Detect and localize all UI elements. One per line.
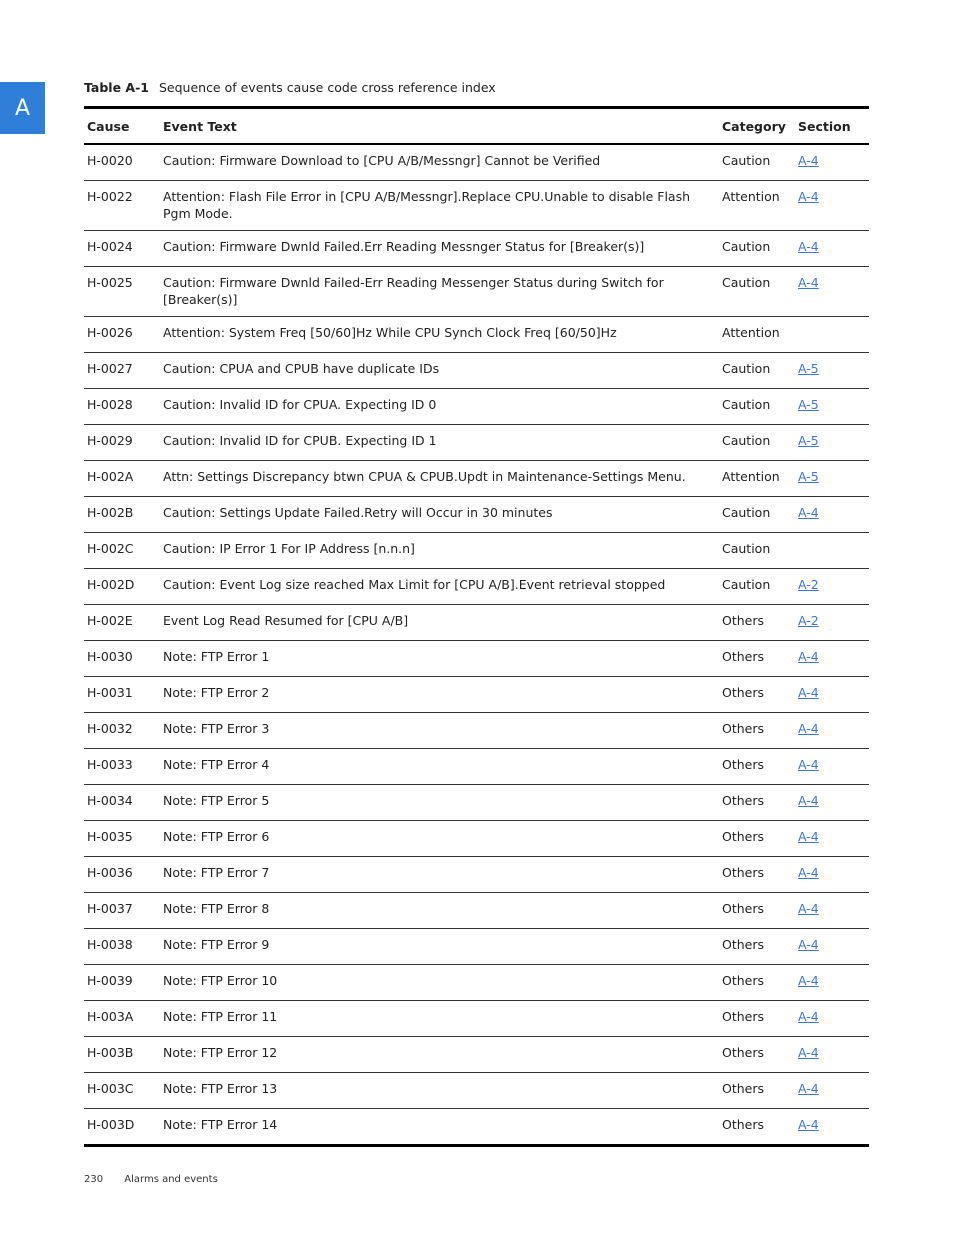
- cell-event-text: Note: FTP Error 2: [163, 685, 270, 700]
- cell-section: [795, 1037, 869, 1073]
- cell-event-text: Note: FTP Error 7: [163, 865, 270, 880]
- cell-cause: H-0034: [87, 793, 133, 808]
- cell-category: Others: [722, 973, 765, 988]
- cell-section: [795, 533, 869, 569]
- cell-event-text: Caution: IP Error 1 For IP Address [n.n.n]: [163, 541, 415, 556]
- cell-section: [795, 641, 869, 677]
- table-row: [84, 425, 869, 461]
- table-row: [84, 497, 869, 533]
- cell-event-text: Caution: Settings Update Failed.Retry will Occur in 30 minutes: [163, 505, 553, 520]
- table-row: [84, 749, 869, 785]
- cell-cause: H-0020: [87, 153, 133, 168]
- cell-event-text: Caution: Firmware Dwnld Failed.Err Reading Messnger Status for [Breaker(s)]: [163, 239, 645, 254]
- cell-category: Others: [722, 901, 765, 916]
- section-link[interactable]: A-4: [798, 829, 819, 844]
- cell-section: [795, 317, 869, 353]
- cell-category: Caution: [722, 577, 771, 592]
- table-row: [84, 181, 869, 231]
- table-row: [84, 605, 869, 641]
- cell-cause: H-003A: [87, 1009, 134, 1024]
- table-row: [84, 461, 869, 497]
- header-section: Section: [798, 118, 851, 134]
- table-header-row: [84, 108, 869, 145]
- table-row: [84, 929, 869, 965]
- footer-section-title: Alarms and events: [124, 1174, 218, 1185]
- cell-cause: H-0022: [87, 189, 133, 204]
- cell-cause: H-0036: [87, 865, 133, 880]
- cell-event-text: Attention: Flash File Error in [CPU A/B/Messngr].Replace CPU.Unable to disable Flash Pgm Mode.: [163, 189, 691, 221]
- cell-section: [795, 231, 869, 267]
- table-row: [84, 569, 869, 605]
- table-row: [84, 1037, 869, 1073]
- chapter-tab-letter: A: [14, 95, 31, 121]
- cause-code-table: [84, 106, 869, 1147]
- cell-event-text: Note: FTP Error 4: [163, 757, 270, 772]
- section-link[interactable]: A-4: [798, 239, 819, 254]
- cell-cause: H-002E: [87, 613, 133, 628]
- cell-category: Others: [722, 1081, 765, 1096]
- cell-category: Others: [722, 649, 765, 664]
- section-link[interactable]: A-4: [798, 937, 819, 952]
- cell-event-text: Attn: Settings Discrepancy btwn CPUA & CPUB.Updt in Maintenance-Settings Menu.: [163, 469, 686, 484]
- cell-event-text: Note: FTP Error 1: [163, 649, 270, 664]
- cell-section: [795, 425, 869, 461]
- page-footer: [84, 1174, 218, 1185]
- table-row: [84, 857, 869, 893]
- cell-cause: H-002D: [87, 577, 135, 592]
- section-link[interactable]: A-4: [798, 973, 819, 988]
- cell-event-text: Note: FTP Error 3: [163, 721, 270, 736]
- section-link[interactable]: A-4: [798, 1117, 819, 1132]
- cell-cause: H-0030: [87, 649, 133, 664]
- cell-category: Attention: [722, 189, 780, 204]
- table-row: [84, 965, 869, 1001]
- cell-section: [795, 144, 869, 181]
- cell-section: [795, 389, 869, 425]
- cell-event-text: Note: FTP Error 5: [163, 793, 270, 808]
- cell-cause: H-0032: [87, 721, 133, 736]
- cell-cause: H-002C: [87, 541, 134, 556]
- cell-section: [795, 1109, 869, 1146]
- cell-event-text: Note: FTP Error 13: [163, 1081, 278, 1096]
- cell-category: Others: [722, 937, 765, 952]
- cell-cause: H-0035: [87, 829, 133, 844]
- cell-category: Others: [722, 721, 765, 736]
- cell-event-text: Caution: Invalid ID for CPUB. Expecting ID 1: [163, 433, 437, 448]
- cell-cause: H-002B: [87, 505, 134, 520]
- cell-category: Caution: [722, 541, 771, 556]
- section-link[interactable]: A-4: [798, 505, 819, 520]
- section-link[interactable]: A-4: [798, 685, 819, 700]
- cause-code-table-container: [84, 106, 869, 1147]
- header-event-text: Event Text: [163, 118, 237, 134]
- cell-section: [795, 569, 869, 605]
- cell-cause: H-0025: [87, 275, 133, 290]
- section-link[interactable]: A-2: [798, 613, 819, 628]
- cell-section: [795, 181, 869, 231]
- table-row: [84, 641, 869, 677]
- cell-cause: H-003D: [87, 1117, 135, 1132]
- chapter-tab: [0, 82, 45, 134]
- cell-event-text: Note: FTP Error 11: [163, 1009, 278, 1024]
- cell-category: Others: [722, 1045, 765, 1060]
- cell-cause: H-0027: [87, 361, 133, 376]
- cell-category: Others: [722, 1009, 765, 1024]
- table-row: [84, 267, 869, 317]
- cell-event-text: Caution: Firmware Download to [CPU A/B/Messngr] Cannot be Verified: [163, 153, 601, 168]
- cell-category: Caution: [722, 505, 771, 520]
- cell-category: Others: [722, 793, 765, 808]
- cell-event-text: Caution: Event Log size reached Max Limit for [CPU A/B].Event retrieval stopped: [163, 577, 666, 592]
- cell-cause: H-0028: [87, 397, 133, 412]
- cell-section: [795, 1001, 869, 1037]
- section-link[interactable]: A-4: [798, 1045, 819, 1060]
- table-row: [84, 821, 869, 857]
- table-body: [84, 144, 869, 1146]
- cell-section: [795, 893, 869, 929]
- cell-section: [795, 497, 869, 533]
- cell-section: [795, 461, 869, 497]
- cell-category: Caution: [722, 433, 771, 448]
- cell-event-text: Note: FTP Error 12: [163, 1045, 278, 1060]
- section-link[interactable]: A-4: [798, 153, 819, 168]
- section-link[interactable]: A-5: [798, 433, 819, 448]
- cell-cause: H-0039: [87, 973, 133, 988]
- cell-event-text: Note: FTP Error 9: [163, 937, 270, 952]
- table-row: [84, 677, 869, 713]
- table-row: [84, 353, 869, 389]
- cell-category: Others: [722, 685, 765, 700]
- table-row: [84, 231, 869, 267]
- cell-cause: H-002A: [87, 469, 134, 484]
- cell-cause: H-003C: [87, 1081, 134, 1096]
- table-row: [84, 389, 869, 425]
- cell-event-text: Caution: Firmware Dwnld Failed-Err Reading Messenger Status during Switch for [Breaker(s)]: [163, 275, 664, 307]
- cell-section: [795, 965, 869, 1001]
- cell-category: Caution: [722, 153, 771, 168]
- section-link[interactable]: A-4: [798, 649, 819, 664]
- header-cause: Cause: [87, 118, 130, 134]
- cell-category: Attention: [722, 469, 780, 484]
- section-link[interactable]: A-4: [798, 865, 819, 880]
- cell-section: [795, 713, 869, 749]
- cell-section: [795, 677, 869, 713]
- cell-category: Others: [722, 1117, 765, 1132]
- cell-section: [795, 785, 869, 821]
- section-link[interactable]: A-5: [798, 397, 819, 412]
- cell-category: Others: [722, 757, 765, 772]
- cell-section: [795, 267, 869, 317]
- section-link[interactable]: A-4: [798, 757, 819, 772]
- table-row: [84, 713, 869, 749]
- cell-section: [795, 1073, 869, 1109]
- cell-cause: H-0031: [87, 685, 133, 700]
- table-caption-label: Table A-1: [84, 80, 149, 95]
- table-row: [84, 785, 869, 821]
- cell-category: Others: [722, 829, 765, 844]
- cell-section: [795, 749, 869, 785]
- cell-category: Attention: [722, 325, 780, 340]
- cell-section: [795, 857, 869, 893]
- cell-cause: H-0037: [87, 901, 133, 916]
- table-caption: [84, 80, 496, 95]
- cell-category: Others: [722, 613, 765, 628]
- cell-category: Caution: [722, 239, 771, 254]
- page-number: 230: [84, 1174, 104, 1185]
- table-row: [84, 893, 869, 929]
- cell-event-text: Note: FTP Error 8: [163, 901, 270, 916]
- table-row: [84, 533, 869, 569]
- cell-section: [795, 605, 869, 641]
- table-row: [84, 1073, 869, 1109]
- cell-cause: H-0029: [87, 433, 133, 448]
- cell-category: Others: [722, 865, 765, 880]
- cell-cause: H-0024: [87, 239, 133, 254]
- cell-category: Caution: [722, 275, 771, 290]
- cell-event-text: Caution: Invalid ID for CPUA. Expecting ID 0: [163, 397, 437, 412]
- cell-event-text: Note: FTP Error 14: [163, 1117, 278, 1132]
- section-link[interactable]: A-4: [798, 275, 819, 290]
- cell-cause: H-003B: [87, 1045, 134, 1060]
- section-link[interactable]: A-4: [798, 793, 819, 808]
- cell-cause: H-0033: [87, 757, 133, 772]
- table-row: [84, 317, 869, 353]
- cell-section: [795, 353, 869, 389]
- cell-category: Caution: [722, 361, 771, 376]
- section-link[interactable]: A-4: [798, 1081, 819, 1096]
- table-row: [84, 1001, 869, 1037]
- section-link[interactable]: A-4: [798, 901, 819, 916]
- table-row: [84, 1109, 869, 1146]
- cell-section: [795, 929, 869, 965]
- cell-cause: H-0026: [87, 325, 133, 340]
- section-link[interactable]: A-2: [798, 577, 819, 592]
- table-row: [84, 144, 869, 181]
- cell-category: Caution: [722, 397, 771, 412]
- section-link[interactable]: A-4: [798, 189, 819, 204]
- section-link[interactable]: A-5: [798, 469, 819, 484]
- cell-event-text: Caution: CPUA and CPUB have duplicate IDs: [163, 361, 440, 376]
- cell-event-text: Event Log Read Resumed for [CPU A/B]: [163, 613, 409, 628]
- section-link[interactable]: A-5: [798, 361, 819, 376]
- cell-event-text: Note: FTP Error 6: [163, 829, 270, 844]
- cell-cause: H-0038: [87, 937, 133, 952]
- header-category: Category: [722, 118, 786, 134]
- cell-event-text: Attention: System Freq [50/60]Hz While CPU Synch Clock Freq [60/50]Hz: [163, 325, 617, 340]
- section-link[interactable]: A-4: [798, 721, 819, 736]
- cell-section: [795, 821, 869, 857]
- section-link[interactable]: A-4: [798, 1009, 819, 1024]
- cell-event-text: Note: FTP Error 10: [163, 973, 278, 988]
- table-caption-text: Sequence of events cause code cross reference index: [158, 80, 496, 95]
